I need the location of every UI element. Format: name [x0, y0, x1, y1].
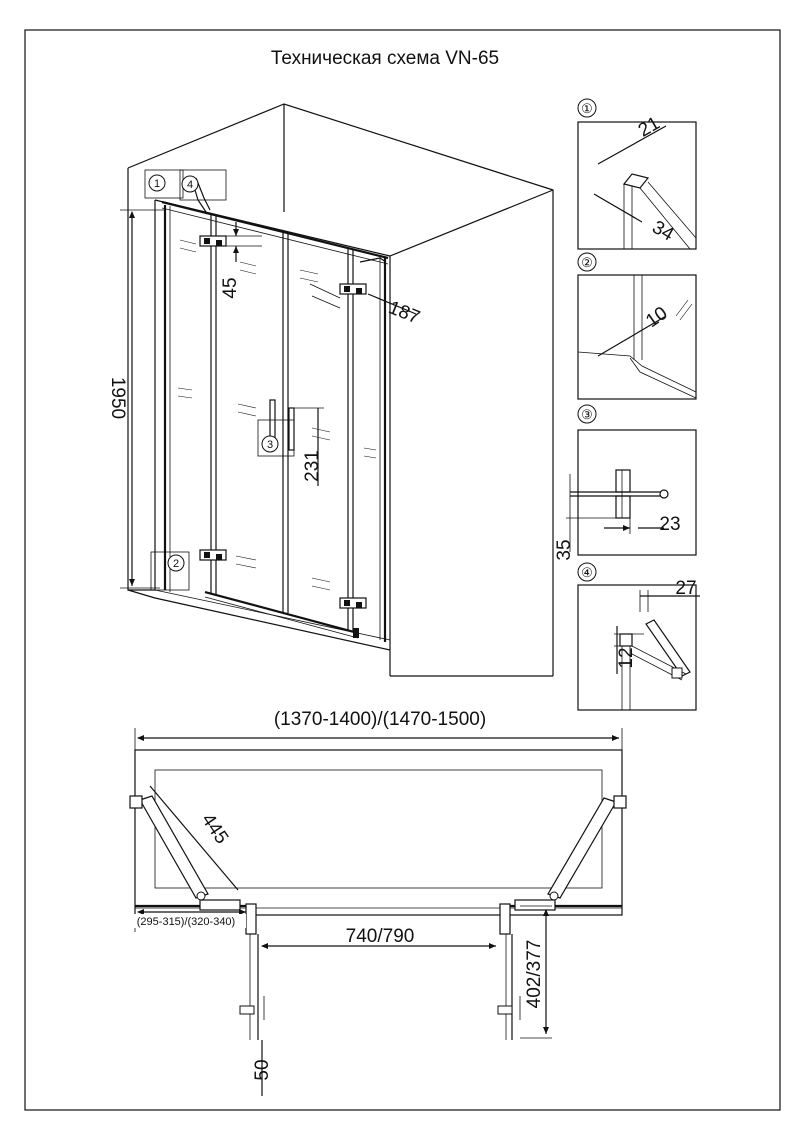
detail-panel-1: [578, 99, 696, 249]
dim-arm-length: 445: [196, 809, 233, 848]
detail-panel-2: [578, 253, 696, 399]
dim-hinge-gap: 45: [220, 277, 241, 299]
page-border: [25, 30, 780, 1110]
detail-marker-label: ③: [581, 407, 593, 422]
dim-total-width: (1370-1400)/(1470-1500): [273, 709, 487, 730]
detail-1-dim-b: 34: [648, 216, 678, 246]
svg-text:1: 1: [153, 178, 161, 190]
svg-text:4: 4: [186, 179, 194, 191]
dim-door-swing: 402/377: [524, 939, 545, 1009]
plan-view: [124, 709, 626, 1096]
drawing-title: Техническая схема VN-65: [270, 48, 500, 69]
dim-handle-height: 231: [302, 450, 323, 482]
detail-1-dim-a: 21: [634, 112, 664, 142]
detail-3-dim-b: 23: [659, 514, 681, 535]
dim-side-panel: (295-315)/(320-340): [136, 916, 236, 928]
detail-marker-label: ④: [581, 565, 593, 580]
detail-marker-label: ①: [581, 101, 593, 116]
detail-panel-4: [578, 563, 700, 710]
detail-2-dim: 10: [642, 302, 672, 333]
front-view: [107, 104, 553, 676]
detail-4-dim-b: 12: [616, 647, 637, 669]
dim-height: 1950: [107, 376, 128, 420]
dim-hinge-offset: 187: [385, 297, 423, 329]
svg-text:2: 2: [172, 558, 180, 570]
svg-text:3: 3: [266, 439, 274, 451]
detail-3-dim-a: 35: [554, 539, 575, 561]
detail-4-dim-a: 27: [675, 578, 697, 599]
detail-panel-3: [554, 405, 696, 561]
detail-marker-label: ②: [581, 255, 593, 270]
dim-opening: 740/790: [345, 926, 415, 947]
dim-handle-offset: 50: [252, 1059, 273, 1081]
